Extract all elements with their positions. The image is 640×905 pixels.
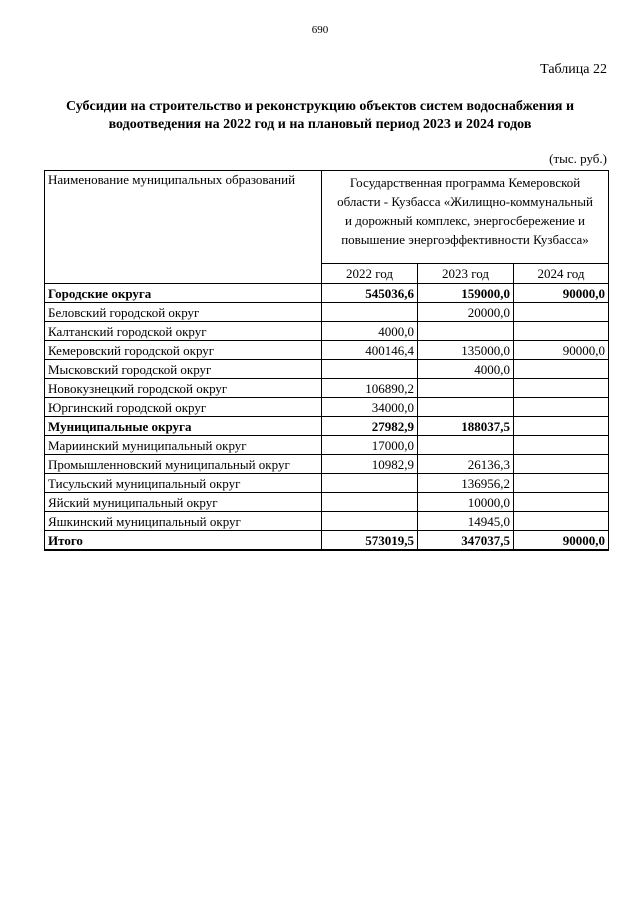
- table-row: [45, 474, 609, 493]
- cell-2023: 136956,2: [418, 474, 514, 493]
- table-row: [45, 436, 609, 455]
- program-line: и дорожный комплекс, энергосбережение и: [345, 213, 586, 228]
- cell-2024: [514, 303, 609, 322]
- cell-2023: 4000,0: [418, 360, 514, 379]
- title-line: водоотведения на 2022 год и на плановый период 2023 и 2024 годов: [108, 117, 532, 132]
- program-line: Государственная программа Кемеровской: [349, 175, 581, 190]
- table-row: [45, 398, 609, 417]
- table-row: [45, 455, 609, 474]
- cell-2024: [514, 512, 609, 531]
- year-header-2024: 2024 год: [514, 264, 609, 284]
- cell-2022: 4000,0: [322, 322, 418, 341]
- row-name: Калтанский городской округ: [45, 322, 322, 341]
- cell-2023: [418, 379, 514, 398]
- cell-2024: 90000,0: [514, 284, 609, 303]
- cell-2024: [514, 436, 609, 455]
- cell-2024: [514, 474, 609, 493]
- cell-2023: [418, 322, 514, 341]
- cell-2024: 90000,0: [514, 531, 609, 551]
- row-name: Тисульский муниципальный округ: [45, 474, 322, 493]
- table-row: [45, 512, 609, 531]
- cell-2022: [322, 493, 418, 512]
- program-column-header: [322, 171, 609, 264]
- row-name: Яшкинский муниципальный округ: [45, 512, 322, 531]
- units-label: (тыс. руб.): [549, 151, 607, 166]
- row-name: Яйский муниципальный округ: [45, 493, 322, 512]
- cell-2024: [514, 417, 609, 436]
- row-name: Кемеровский городской округ: [45, 341, 322, 360]
- cell-2022: [322, 512, 418, 531]
- cell-2023: 26136,3: [418, 455, 514, 474]
- table-row: [45, 303, 609, 322]
- subsidies-table: [44, 170, 609, 551]
- row-name: Мысковский городской округ: [45, 360, 322, 379]
- cell-2023: [418, 398, 514, 417]
- cell-2023: 347037,5: [418, 531, 514, 551]
- table-label: Таблица 22: [540, 62, 607, 77]
- cell-2022: 545036,6: [322, 284, 418, 303]
- cell-2023: 10000,0: [418, 493, 514, 512]
- cell-2023: 188037,5: [418, 417, 514, 436]
- cell-2022: 400146,4: [322, 341, 418, 360]
- cell-2022: 106890,2: [322, 379, 418, 398]
- table-row: [45, 379, 609, 398]
- cell-2023: 135000,0: [418, 341, 514, 360]
- table-row-section: [45, 417, 609, 436]
- page-number: 690: [311, 24, 329, 36]
- municipality-column-header: Наименование муниципальных образований: [45, 171, 322, 284]
- cell-2024: 90000,0: [514, 341, 609, 360]
- table-row: [45, 322, 609, 341]
- cell-2022: 17000,0: [322, 436, 418, 455]
- cell-2024: [514, 360, 609, 379]
- cell-2023: [418, 436, 514, 455]
- row-name: Городские округа: [45, 284, 322, 303]
- cell-2022: [322, 303, 418, 322]
- cell-2022: 34000,0: [322, 398, 418, 417]
- table-row: [45, 493, 609, 512]
- cell-2022: 10982,9: [322, 455, 418, 474]
- row-name: Итого: [45, 531, 322, 551]
- row-name: Муниципальные округа: [45, 417, 322, 436]
- table-row-section: [45, 284, 609, 303]
- cell-2024: [514, 379, 609, 398]
- title-line: Субсидии на строительство и реконструкцию объектов систем водоснабжения и: [65, 99, 575, 114]
- cell-2023: 20000,0: [418, 303, 514, 322]
- cell-2022: [322, 474, 418, 493]
- cell-2023: 159000,0: [418, 284, 514, 303]
- document-title: [40, 98, 600, 134]
- program-line: области - Кузбасса «Жилищно-коммунальный: [337, 194, 593, 209]
- row-name: Новокузнецкий городской округ: [45, 379, 322, 398]
- program-line: повышение энергоэффективности Кузбасса»: [341, 232, 589, 247]
- cell-2022: [322, 360, 418, 379]
- row-name: Беловский городской округ: [45, 303, 322, 322]
- cell-2022: 573019,5: [322, 531, 418, 551]
- cell-2024: [514, 322, 609, 341]
- cell-2024: [514, 493, 609, 512]
- row-name: Мариинский муниципальный округ: [45, 436, 322, 455]
- row-name: Юргинский городской округ: [45, 398, 322, 417]
- row-name: Промышленновский муниципальный округ: [45, 455, 322, 474]
- year-header-2023: 2023 год: [418, 264, 514, 284]
- table-row-total: [45, 531, 609, 551]
- table-row: [45, 360, 609, 379]
- cell-2024: [514, 398, 609, 417]
- table-row: [45, 341, 609, 360]
- cell-2024: [514, 455, 609, 474]
- year-header-2022: 2022 год: [322, 264, 418, 284]
- table-header-row: [45, 171, 609, 264]
- cell-2023: 14945,0: [418, 512, 514, 531]
- cell-2022: 27982,9: [322, 417, 418, 436]
